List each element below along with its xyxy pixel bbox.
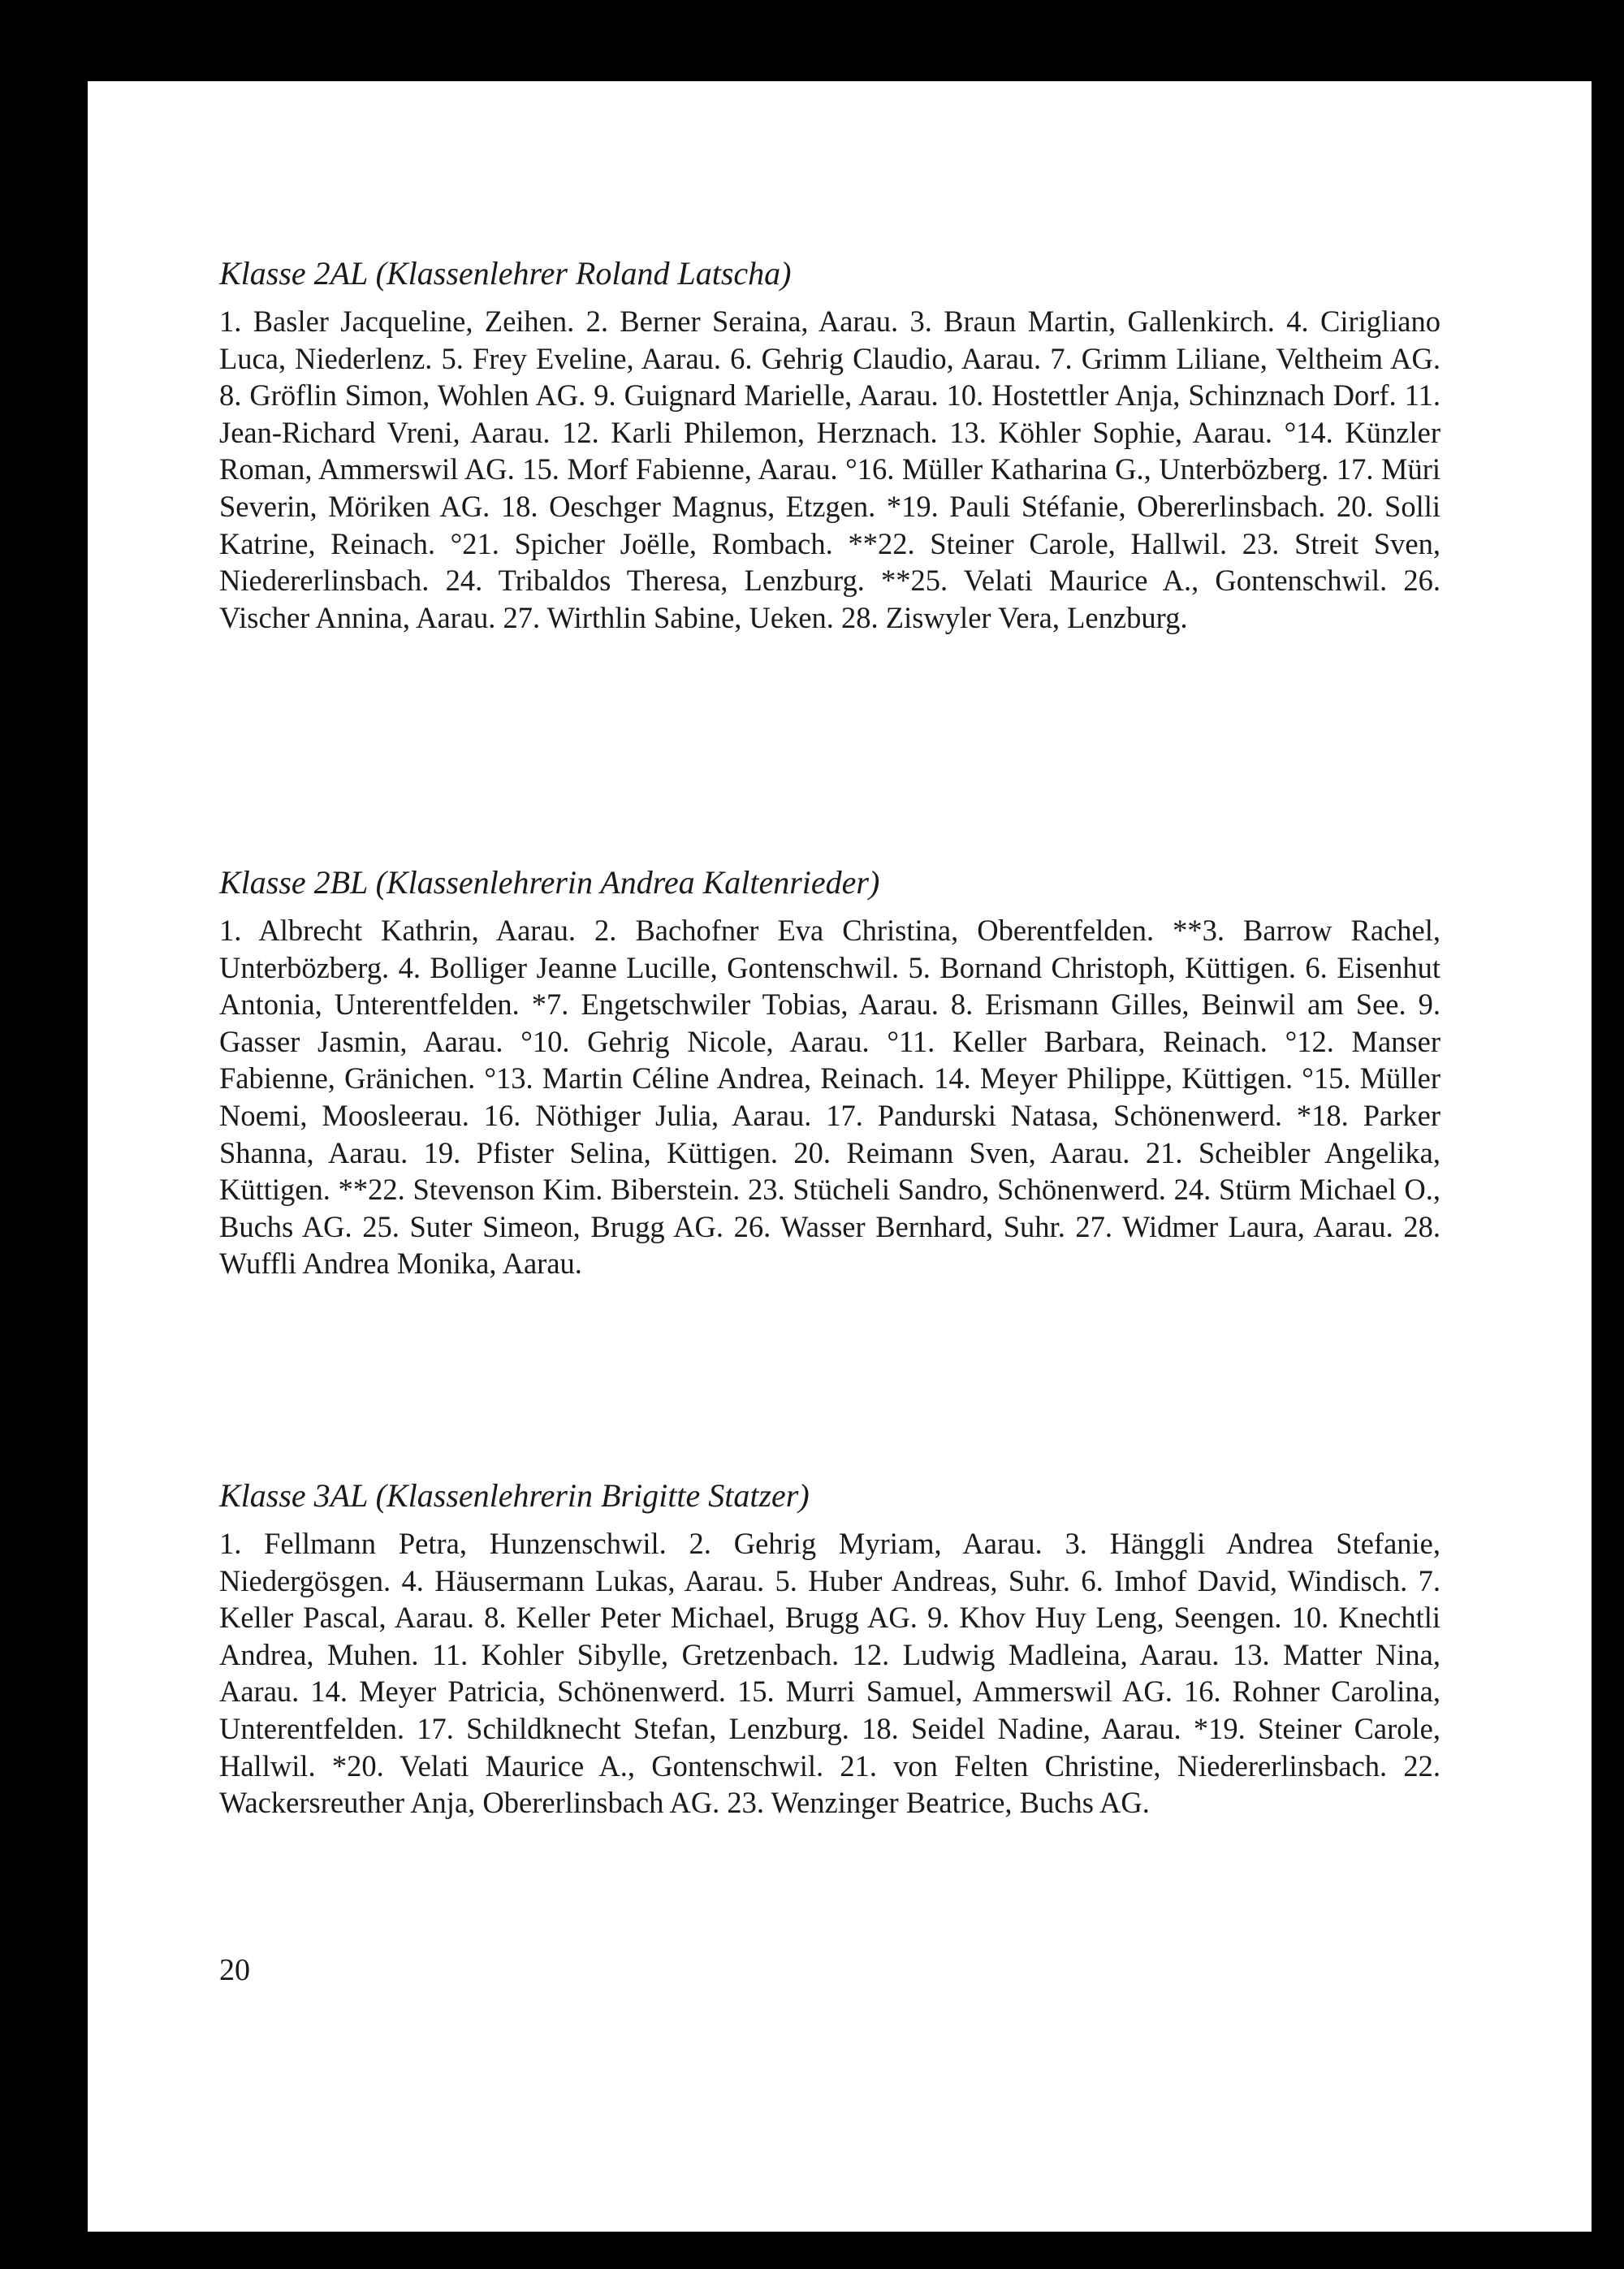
student-list: 1. Basler Jacqueline, Zeihen. 2. Berner Seraina, Aarau. 3. Braun Martin, Gallenkirch. 4. Cirigliano Luca, Niederlenz. 5. Frey Eveline, Aarau. 6. Gehrig Claudio, Aarau. 7. Grimm Liliane, Veltheim AG. 8. Gröflin Simon, Wohlen AG. 9. Guignard Marielle, Aarau. 10. Hostettler Anja, Schinznach Dorf. 11. Jean-Richard Vreni, Aarau. 12. Karli Philemon, Herznach. 13. Köhler Sophie, Aarau. °14. Künzler Roman, Ammerswil AG. 15. Morf Fabienne, Aarau. °16. Müller Katharina G., Unterbözberg. 17. Müri Severin, Möriken AG. 18. Oeschger Magnus, Etzgen. *19. Pauli Stéfanie, Obererlinsbach. 20. Solli Katrine, Reinach. °21. Spicher Joëlle, Rombach. **22. Steiner Carole, Hallwil. 23. Streit Sven, Niedererlinsbach. 24. Tribaldos Theresa, Lenzburg. **25. Velati Maurice A., Gontenschwil. 26. Vischer Annina, Aarau. 27. Wirthlin Sabine, Ueken. 28. Ziswyler Vera, Lenzburg.	[219, 305, 1440, 634]
section-heading: Klasse 2BL (Klassenlehrerin Andrea Kaltenrieder)	[219, 864, 880, 901]
student-list: 1. Fellmann Petra, Hunzenschwil. 2. Gehrig Myriam, Aarau. 3. Hänggli Andrea Stefanie, Niedergösgen. 4. Häusermann Lukas, Aarau. 5. Huber Andreas, Suhr. 6. Imhof David, Windisch. 7. Keller Pascal, Aarau. 8. Keller Peter Michael, Brugg AG. 9. Khov Huy Leng, Seengen. 10. Knechtli Andrea, Muhen. 11. Kohler Sibylle, Gretzenbach. 12. Ludwig Madleina, Aarau. 13. Matter Nina, Aarau. 14. Meyer Patricia, Schönenwerd. 15. Murri Samuel, Ammerswil AG. 16. Rohner Carolina, Unterentfelden. 17. Schildknecht Stefan, Lenzburg. 18. Seidel Nadine, Aarau. *19. Steiner Carole, Hallwil. *20. Velati Maurice A., Gontenschwil. 21. von Felten Christine, Niedererlinsbach. 22. Wackersreuther Anja, Obererlinsbach AG. 23. Wenzinger Beatrice, Buchs AG.	[219, 1527, 1440, 1820]
class-section-2bl	[219, 865, 1440, 1282]
page-number: 20	[219, 1953, 250, 1987]
class-section-2al	[219, 256, 1440, 636]
student-list: 1. Albrecht Kathrin, Aarau. 2. Bachofner Eva Christina, Oberentfelden. **3. Barrow Rachel, Unterbözberg. 4. Bolliger Jeanne Lucille, Gontenschwil. 5. Bornand Christoph, Küttigen. 6. Eisenhut Antonia, Unterentfelden. *7. Engetschwiler Tobias, Aarau. 8. Erismann Gilles, Beinwil am See. 9. Gasser Jasmin, Aarau. °10. Gehrig Nicole, Aarau. °11. Keller Barbara, Reinach. °12. Manser Fabienne, Gränichen. °13. Martin Céline Andrea, Reinach. 14. Meyer Philippe, Küttigen. °15. Müller Noemi, Moosleerau. 16. Nöthiger Julia, Aarau. 17. Pandurski Natasa, Schönenwerd. *18. Parker Shanna, Aarau. 19. Pfister Selina, Küttigen. 20. Reimann Sven, Aarau. 21. Scheibler Angelika, Küttigen. **22. Stevenson Kim. Biberstein. 23. Stücheli Sandro, Schönenwerd. 24. Stürm Michael O., Buchs AG. 25. Suter Simeon, Brugg AG. 26. Wasser Bernhard, Suhr. 27. Widmer Laura, Aarau. 28. Wuffli Andrea Monika, Aarau.	[219, 914, 1440, 1281]
section-heading: Klasse 3AL (Klassenlehrerin Brigitte Statzer)	[219, 1477, 810, 1514]
section-heading: Klasse 2AL (Klassenlehrer Roland Latscha)	[219, 255, 792, 292]
class-section-3al	[219, 1478, 1440, 1822]
